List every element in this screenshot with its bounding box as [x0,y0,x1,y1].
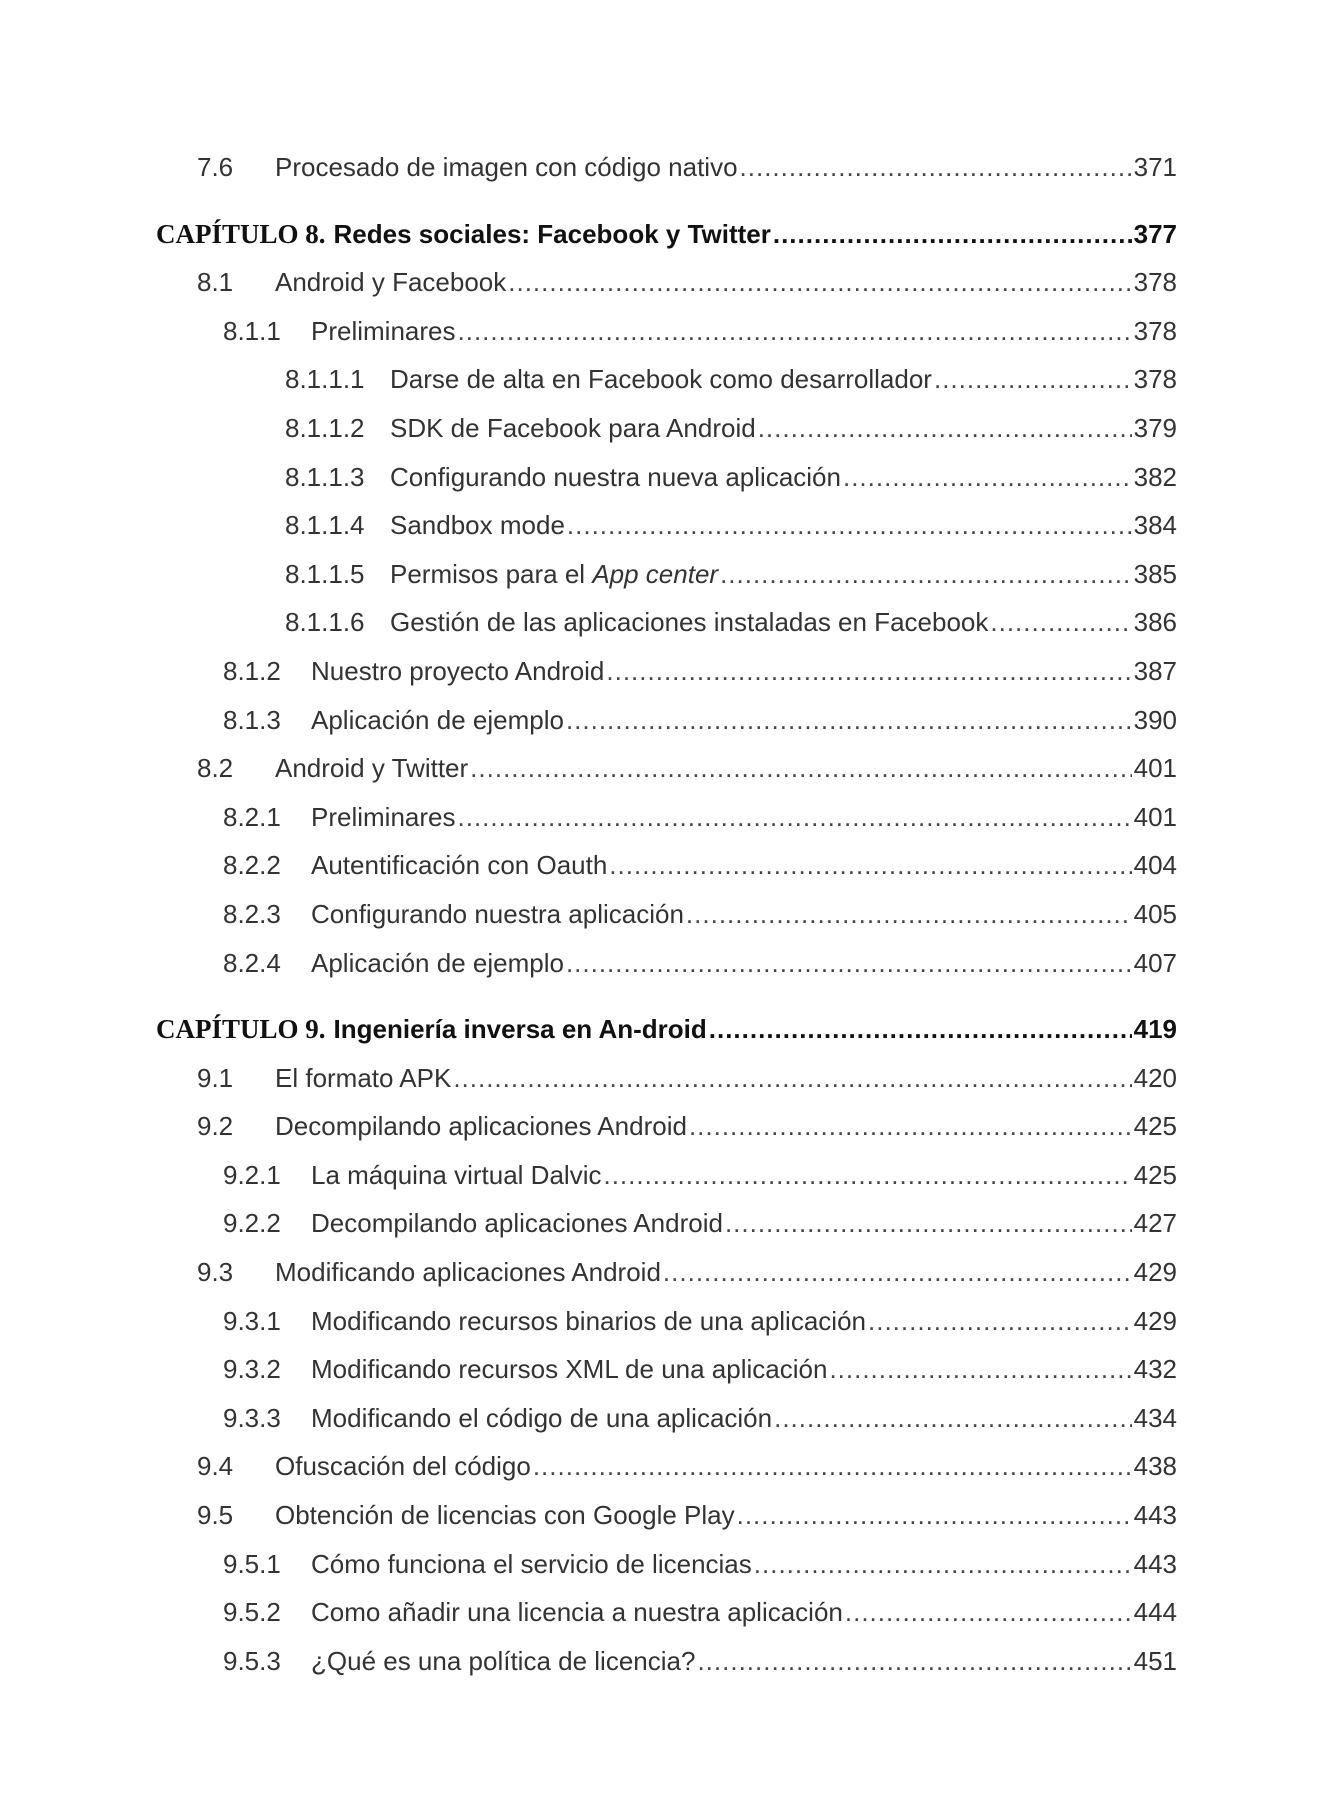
toc-entry-line [156,210,1177,259]
toc-entry [0,939,1339,988]
toc-entry-title: Aplicación de ejemplo [311,704,564,735]
chapter-label: CAPÍTULO 9. [156,1014,326,1045]
toc-entry-title: Autentificación con Oauth [311,850,608,881]
toc-entry-page-number: 434 [1133,1402,1177,1433]
toc-entry-title: Modificando aplicaciones Android [275,1257,661,1288]
chapter-label: CAPÍTULO 8. [156,218,326,249]
toc-chapter-entry [0,210,1339,259]
toc-entry [0,696,1339,745]
chapter-title: Ingeniería inversa en An-droid [333,1014,707,1045]
toc-entry-line [390,453,1177,502]
toc-entry [0,793,1339,842]
toc-entry [0,1588,1339,1637]
toc-entry-title: Darse de alta en Facebook como desarrollador [390,364,932,395]
dot-leader [774,1394,1132,1443]
toc-entry-page-number: 438 [1133,1451,1177,1482]
toc-entry-line [390,355,1177,404]
toc-entry-page-number: 405 [1133,898,1177,929]
dot-leader [845,1588,1132,1637]
toc-entry-number: 9.3 [197,1257,234,1288]
toc-entry-number: 9.3.2 [223,1354,281,1385]
toc-entry [0,1345,1339,1394]
dot-leader [843,453,1132,502]
toc-entry [0,1199,1339,1248]
toc-entry [0,404,1339,453]
toc-entry-line [156,1005,1177,1054]
toc-entry-number: 9.3.1 [223,1305,281,1336]
dot-leader [740,143,1132,192]
toc-entry-page-number: 385 [1133,558,1177,589]
toc-entry-title: Modificando el código de una aplicación [311,1402,773,1433]
toc-entry-title: Android y Twitter [275,753,469,784]
dot-leader [773,210,1132,259]
toc-entry-title: Configurando nuestra aplicación [311,898,684,929]
toc-entry-line [311,647,1177,696]
toc-entry-number: 8.2 [197,753,234,784]
dot-leader [689,1102,1132,1151]
toc-entry-line [390,598,1177,647]
toc-entry-number: 8.2.1 [223,801,281,832]
toc-entry-title: Como añadir una licencia a nuestra aplicación [311,1597,843,1628]
toc-entry-number: 9.3.3 [223,1402,281,1433]
toc-entry-number: 8.2.3 [223,898,281,929]
toc-entry-page-number: 384 [1133,510,1177,541]
dot-leader [458,307,1132,356]
toc-entry-number: 9.5.3 [223,1645,281,1676]
toc-entry-title: La máquina virtual Dalvic [311,1159,602,1190]
toc-entry-title: Permisos para el App center [390,558,719,589]
toc-entry-page-number: 407 [1133,947,1177,978]
dot-leader [990,598,1131,647]
toc-entry-title: Cómo funciona el servicio de licencias [311,1548,752,1579]
toc-entry [0,598,1339,647]
toc-entry-page-number: 377 [1133,218,1177,249]
toc-entry-line [311,793,1177,842]
dot-leader [737,1491,1132,1540]
toc-entry-page-number: 429 [1133,1257,1177,1288]
toc-entry-title: Nuestro proyecto Android [311,655,605,686]
toc-entry-line [390,550,1177,599]
toc-entry-page-number: 401 [1133,801,1177,832]
dot-leader [609,841,1131,890]
dot-leader [533,1442,1132,1491]
dot-leader [603,1151,1131,1200]
toc-entry-line [311,890,1177,939]
toc-entry-page-number: 378 [1133,364,1177,395]
toc-entry-page-number: 427 [1133,1208,1177,1239]
toc-entry-number: 9.2.2 [223,1208,281,1239]
toc-entry-line [311,841,1177,890]
toc-entry-title: Obtención de licencias con Google Play [275,1500,735,1531]
toc-entry [0,1054,1339,1103]
toc-entry-title: Aplicación de ejemplo [311,947,564,978]
toc-entry-number: 9.5.2 [223,1597,281,1628]
toc-chapter-entry [0,1005,1339,1054]
toc-entry-line [311,1297,1177,1346]
dot-leader [453,1054,1131,1103]
toc-entry-title: Sandbox mode [390,510,565,541]
dot-leader [934,355,1132,404]
toc-entry-line [275,1248,1177,1297]
toc-entry [0,1540,1339,1589]
toc-entry-line [390,501,1177,550]
dot-leader [663,1248,1132,1297]
toc-entry-number: 8.2.2 [223,850,281,881]
toc-entry-page-number: 404 [1133,850,1177,881]
toc-entry-page-number: 451 [1133,1645,1177,1676]
toc-entry-page-number: 401 [1133,753,1177,784]
toc-entry-page-number: 443 [1133,1500,1177,1531]
toc-entry-title: Modificando recursos binarios de una aplicación [311,1305,866,1336]
toc-entry-number: 8.1.1.6 [285,607,365,638]
toc-entry-number: 9.2 [197,1111,234,1142]
dot-leader [829,1345,1131,1394]
toc-entry-number: 8.1.1 [223,315,281,346]
toc-entry [0,1491,1339,1540]
toc-entry-number: 8.1.1.2 [285,412,365,443]
toc-entry-line [311,1394,1177,1443]
dot-leader [697,1637,1131,1686]
dot-leader [567,501,1132,550]
dot-leader [758,404,1132,453]
toc-entry-number: 8.1.1.1 [285,364,365,395]
toc-entry-title: El formato APK [275,1062,452,1093]
toc-entry [0,143,1339,192]
toc-entry-title: Modificando recursos XML de una aplicación [311,1354,828,1385]
dot-leader [720,550,1132,599]
toc-entry-title: Preliminares [311,801,456,832]
toc-entry-line [275,1054,1177,1103]
toc-entry [0,841,1339,890]
toc-entry [0,1297,1339,1346]
toc-entry-number: 8.2.4 [223,947,281,978]
dot-leader [458,793,1132,842]
toc-entry-number: 9.4 [197,1451,234,1482]
toc-entry-page-number: 444 [1133,1597,1177,1628]
chapter-title: Redes sociales: Facebook y Twitter [333,218,771,249]
toc-entry-title: Decompilando aplicaciones Android [275,1111,687,1142]
toc-entry-title [156,1005,707,1054]
toc-entry [0,355,1339,404]
toc-entry-title: ¿Qué es una política de licencia? [311,1645,696,1676]
italic-term: App center [592,558,719,589]
toc-entry-number: 8.1.1.4 [285,510,365,541]
toc-entry-page-number: 387 [1133,655,1177,686]
toc-entry-page-number: 420 [1133,1062,1177,1093]
toc-entry-title [156,210,771,259]
toc-entry [0,1637,1339,1686]
toc-entry-page-number: 378 [1133,315,1177,346]
dot-leader [709,1005,1132,1054]
toc-entry [0,453,1339,502]
toc-entry-number: 8.1.1.5 [285,558,365,589]
toc-entry-number: 8.1.2 [223,655,281,686]
toc-entry-number: 9.5.1 [223,1548,281,1579]
toc-entry-line [311,696,1177,745]
toc-entry-line [311,1345,1177,1394]
toc-entry-line [275,258,1177,307]
toc-entry-title: Configurando nuestra nueva aplicación [390,461,841,492]
toc-entry-page-number: 371 [1133,152,1177,182]
toc-entry-number: 9.5 [197,1500,234,1531]
toc-entry [0,744,1339,793]
toc-entry-line [275,744,1177,793]
toc-entry-number: 8.1 [197,267,234,298]
toc-entry-title: SDK de Facebook para Android [390,412,756,443]
toc-entry [0,1442,1339,1491]
toc-entry-line [311,1151,1177,1200]
dot-leader [566,939,1132,988]
toc-entry [0,647,1339,696]
toc-entry-line [311,307,1177,356]
toc-entry-page-number: 379 [1133,412,1177,443]
toc-entry-page-number: 443 [1133,1548,1177,1579]
toc-entry [0,890,1339,939]
toc-entry-line [311,1637,1177,1686]
dot-leader [606,647,1131,696]
toc-entry [0,307,1339,356]
toc-entry-title: Android y Facebook [275,267,507,298]
toc-entry-line [311,1588,1177,1637]
toc-entry-line [311,1199,1177,1248]
toc-entry [0,258,1339,307]
toc-entry-title: Preliminares [311,315,456,346]
toc-entry [0,550,1339,599]
table-of-contents [0,143,1339,1685]
toc-entry-page-number: 419 [1133,1014,1177,1045]
toc-entry-page-number: 386 [1133,607,1177,638]
dot-leader [725,1199,1132,1248]
toc-entry-line [275,1442,1177,1491]
toc-entry-page-number: 432 [1133,1354,1177,1385]
toc-entry-title: Procesado de imagen con código nativo [275,152,738,182]
toc-entry-title: Decompilando aplicaciones Android [311,1208,723,1239]
toc-entry [0,1248,1339,1297]
toc-entry-line [275,1491,1177,1540]
toc-entry-line [390,404,1177,453]
toc-entry [0,501,1339,550]
toc-entry-page-number: 425 [1133,1159,1177,1190]
toc-entry [0,1102,1339,1151]
dot-leader [754,1540,1132,1589]
toc-entry-number: 8.1.1.3 [285,461,365,492]
toc-entry-title: Gestión de las aplicaciones instaladas en Facebook [390,607,989,638]
toc-entry-page-number: 429 [1133,1305,1177,1336]
dot-leader [508,258,1131,307]
toc-entry-number: 9.2.1 [223,1159,281,1190]
dot-leader [470,744,1131,793]
toc-entry-line [275,1102,1177,1151]
toc-entry-number: 9.1 [197,1062,234,1093]
toc-entry-line [311,939,1177,988]
toc-entry-title: Ofuscación del código [275,1451,531,1482]
dot-leader [686,890,1132,939]
toc-entry [0,1151,1339,1200]
toc-entry-page-number: 378 [1133,267,1177,298]
dot-leader [868,1297,1132,1346]
toc-entry-number: 7.6 [197,152,234,182]
dot-leader [566,696,1132,745]
toc-entry [0,1394,1339,1443]
toc-entry-page-number: 390 [1133,704,1177,735]
toc-entry-line [311,1540,1177,1589]
toc-entry-page-number: 382 [1133,461,1177,492]
toc-entry-page-number: 425 [1133,1111,1177,1142]
toc-entry-line [275,143,1177,192]
toc-entry-number: 8.1.3 [223,704,281,735]
